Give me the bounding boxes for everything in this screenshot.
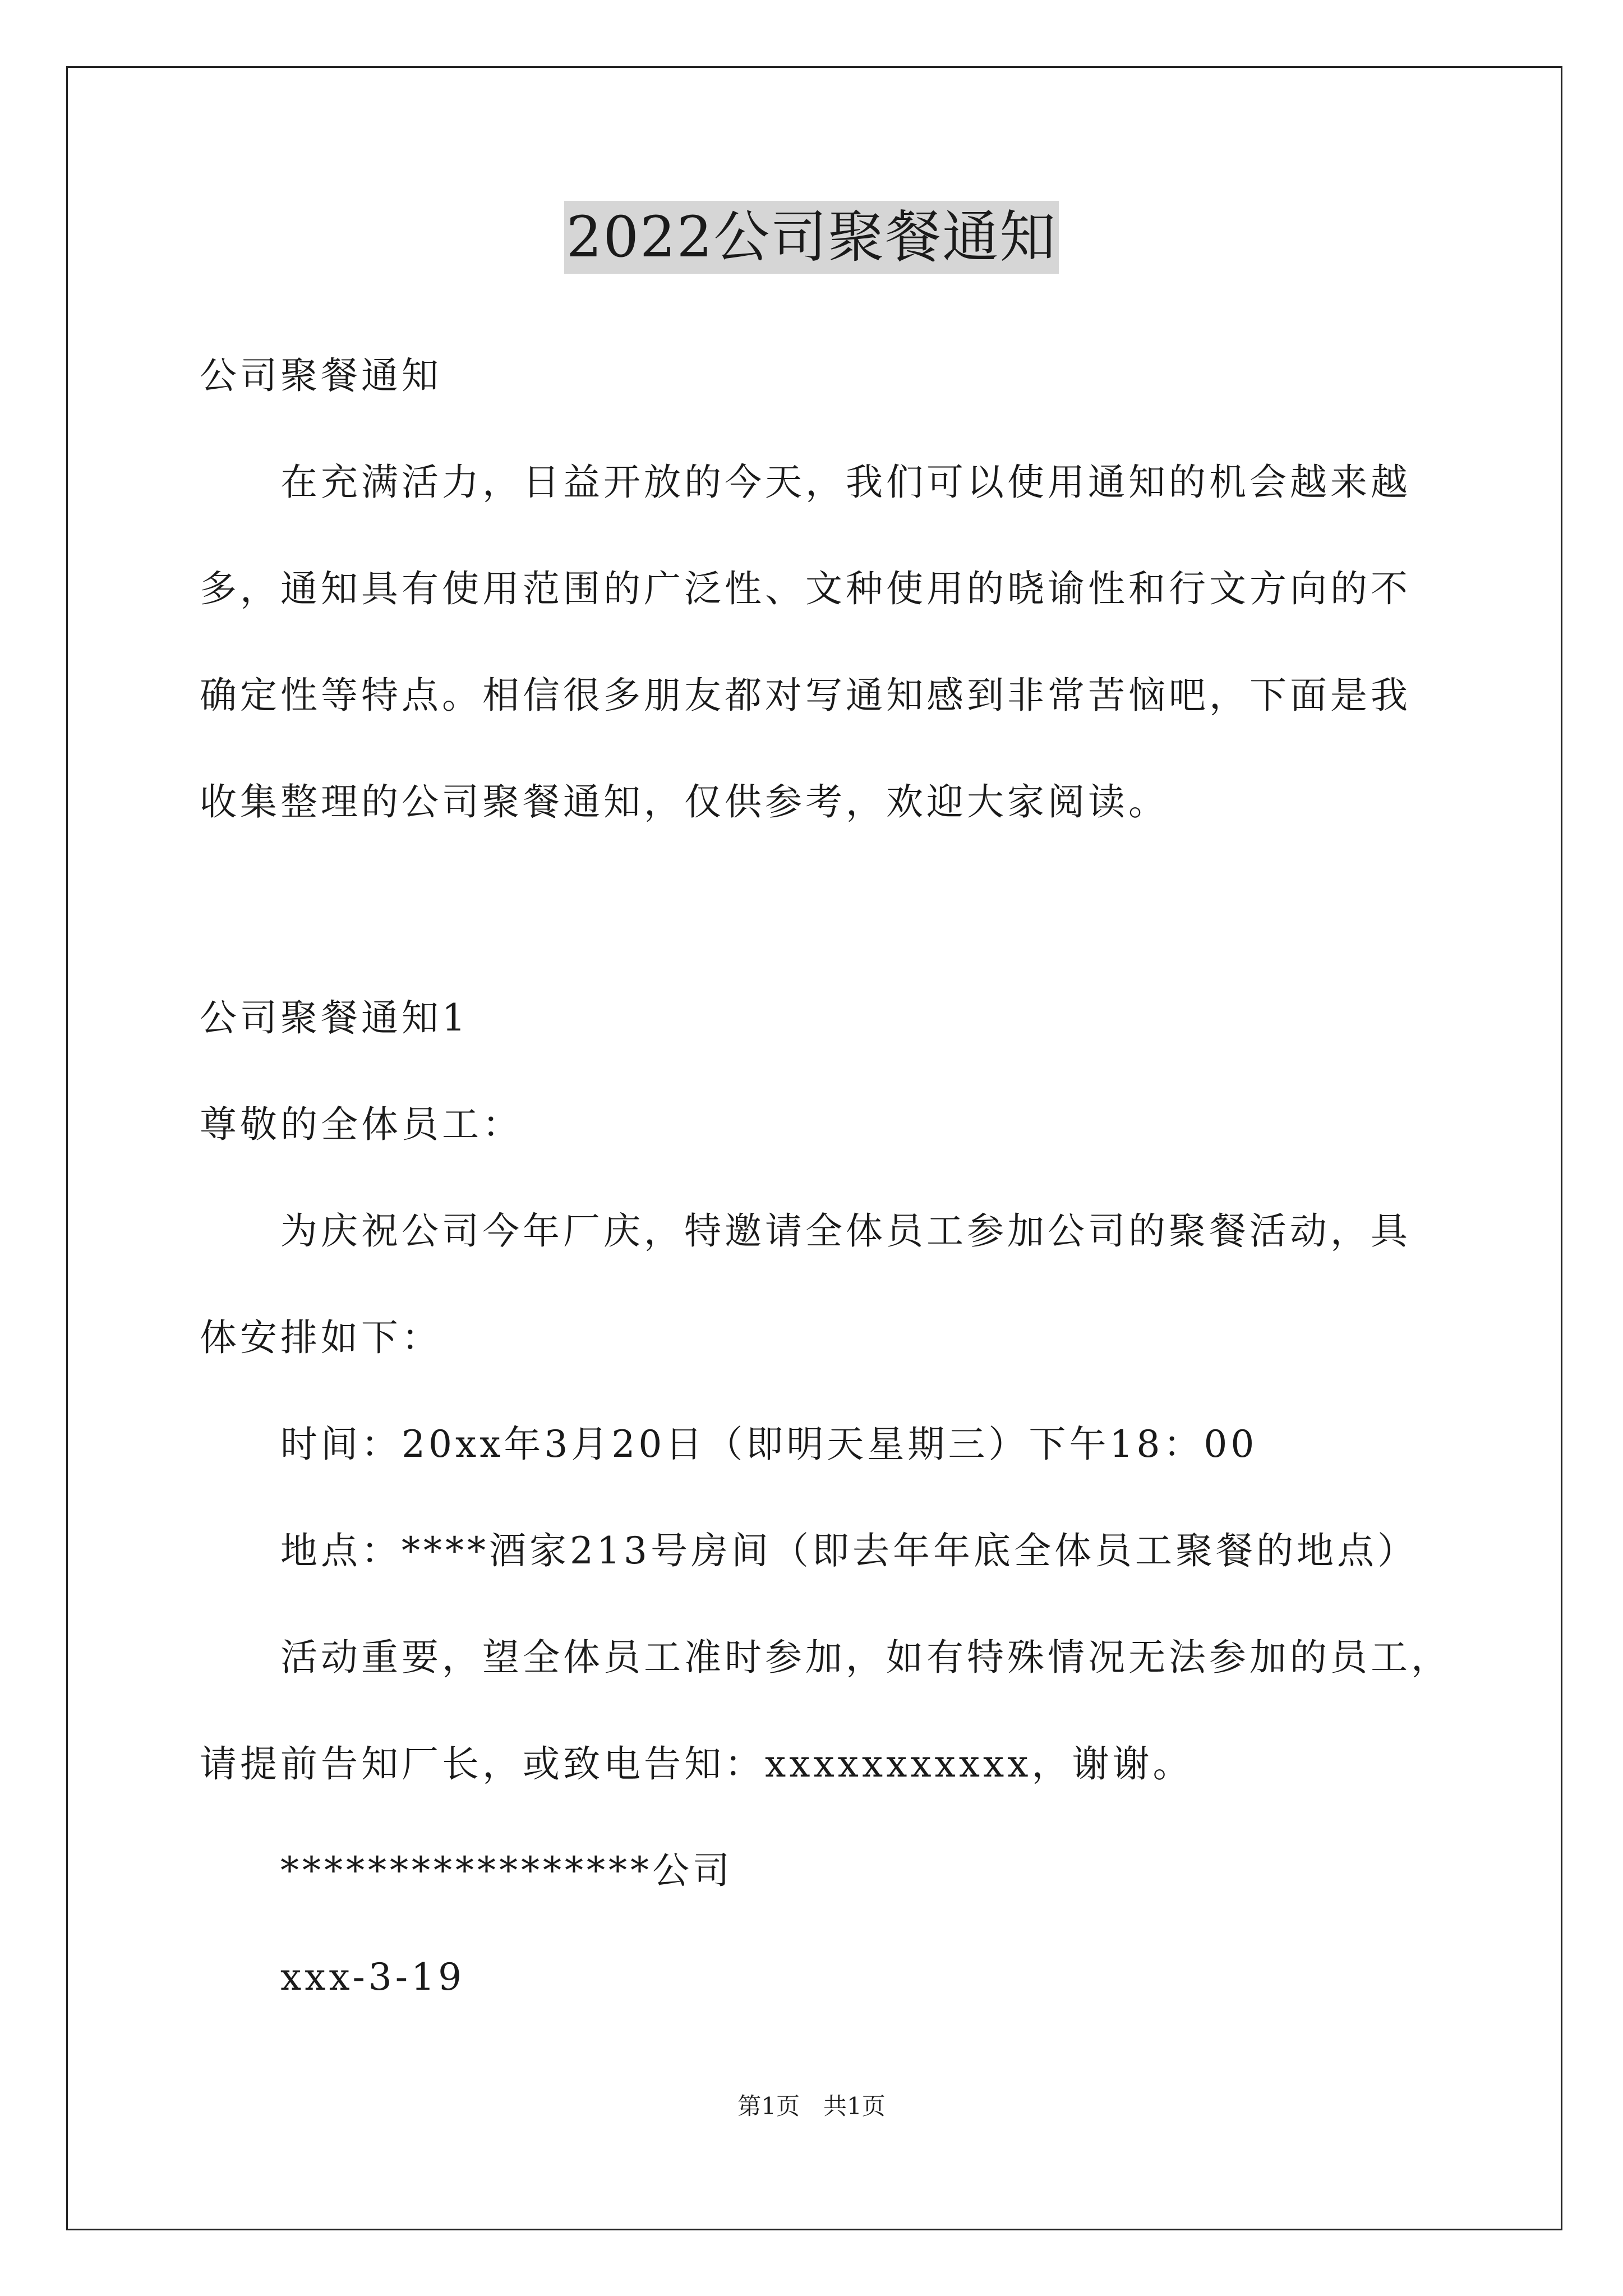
- paragraph-line: 为庆祝公司今年厂庆，特邀请全体员工参加公司的聚餐活动，具: [280, 1209, 1411, 1253]
- signature-date: xxx-3-19: [280, 1955, 465, 1999]
- event-location: 地点：****酒家213号房间（即去年年底全体员工聚餐的地点）: [280, 1529, 1418, 1572]
- section-heading: 公司聚餐通知: [200, 354, 442, 397]
- paragraph-line: 活动重要，望全体员工准时参加，如有特殊情况无法参加的员工，: [280, 1636, 1451, 1679]
- section-heading: 公司聚餐通知1: [200, 996, 469, 1039]
- signature-company: *****************公司: [280, 1849, 733, 1892]
- document-title: 2022公司聚餐通知: [564, 201, 1059, 274]
- paragraph-line: 收集整理的公司聚餐通知，仅供参考，欢迎大家阅读。: [200, 780, 1169, 823]
- paragraph-line: 确定性等特点。相信很多朋友都对写通知感到非常苦恼吧，下面是我: [200, 674, 1411, 717]
- page-number: 第1页 共1页: [737, 2092, 886, 2120]
- paragraph-line: 多，通知具有使用范围的广泛性、文种使用的晓谕性和行文方向的不: [200, 567, 1411, 610]
- paragraph-line: 体安排如下：: [200, 1316, 442, 1359]
- salutation: 尊敬的全体员工：: [200, 1103, 523, 1146]
- paragraph-line: 在充满活力，日益开放的今天，我们可以使用通知的机会越来越: [280, 461, 1411, 504]
- title-container: [0, 201, 1623, 274]
- event-time: 时间：20xx年3月20日（即明天星期三）下午18：00: [280, 1423, 1258, 1466]
- paragraph-line: 请提前告知厂长，或致电告知：xxxxxxxxxxx，谢谢。: [200, 1742, 1193, 1786]
